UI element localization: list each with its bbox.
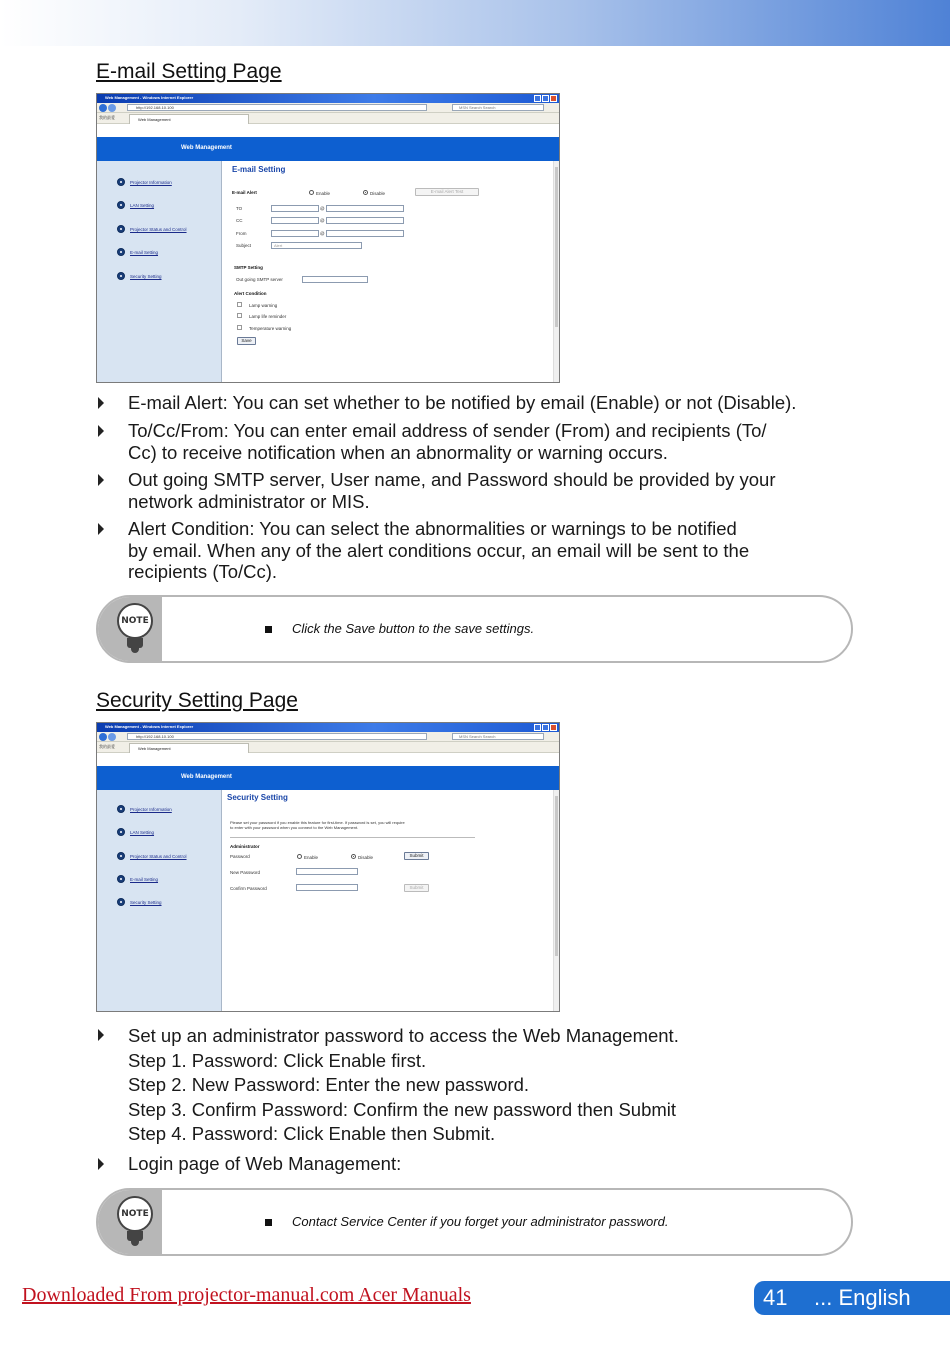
maximize-icon [542, 724, 549, 731]
header-title: Web Management [181, 145, 232, 151]
security-page-title: Security Setting [227, 793, 288, 802]
maximize-icon [542, 95, 549, 102]
to-domain-field [326, 205, 404, 212]
cc-domain-field [326, 217, 404, 224]
security-intro-line-1: Please set your password if you enable this feature for first-time. If password is set, you will require [230, 820, 405, 825]
scrollbar [553, 790, 559, 1011]
window-title: Web Management - Windows Internet Explorer [105, 724, 194, 729]
security-section-title: Security Setting Page [96, 689, 298, 712]
address-field: http://192.168.10.100 [127, 733, 427, 740]
smtp-server-field [302, 276, 368, 283]
close-icon [550, 724, 557, 731]
email-page-title: E-mail Setting [232, 165, 286, 174]
browser-tab: Web Management [129, 743, 249, 753]
search-field: MSN Search Search [452, 733, 544, 740]
lamp-warning-checkbox [237, 302, 242, 307]
email-screenshot [96, 93, 560, 383]
web-sidebar [97, 790, 222, 1011]
search-field: MSN Search Search [452, 104, 544, 111]
sidebar-item-email-setting: E-mail Setting [117, 874, 158, 884]
page-number-tab [754, 1281, 950, 1315]
nav-bullet-icon [117, 805, 125, 813]
disable-radio [363, 190, 368, 195]
minimize-icon [534, 724, 541, 731]
sidebar-item-projector-status: Projector Status and Control [117, 224, 187, 234]
download-source-link[interactable]: Downloaded From projector-manual.com Acer Manuals [22, 1284, 471, 1306]
nav-bullet-icon [117, 178, 125, 186]
ie-title-bar [97, 723, 559, 732]
security-note-text: Contact Service Center if you forget your administrator password. [292, 1214, 669, 1229]
sidebar-item-security-setting: Security Setting [117, 897, 162, 907]
sidebar-item-lan-setting: LAN Setting [117, 200, 154, 210]
smtp-heading: SMTP Setting [234, 265, 263, 270]
enable-radio [309, 190, 314, 195]
enable-label: Enable [316, 191, 331, 196]
bullet-arrow-icon [98, 1029, 104, 1041]
security-form [223, 790, 553, 1011]
nav-bullet-icon [117, 248, 125, 256]
alert-condition-heading: Alert Condition [234, 291, 267, 296]
from-user-field [271, 230, 319, 237]
language-label: ... English [814, 1285, 911, 1310]
confirm-submit-button: Submit [404, 884, 429, 892]
back-icon [99, 104, 107, 112]
page-number: 41 [763, 1285, 788, 1310]
from-at-sign: @ [320, 231, 325, 236]
web-sidebar [97, 161, 222, 382]
bullet-arrow-icon [98, 523, 104, 535]
sidebar-item-lan-setting: LAN Setting [117, 827, 154, 837]
bullet-arrow-icon [98, 1158, 104, 1170]
web-management-header [97, 137, 559, 161]
nav-bullet-icon [117, 225, 125, 233]
from-label: From [236, 231, 247, 236]
note-bulb-icon: NOTE [117, 603, 153, 639]
email-form [223, 161, 553, 382]
to-label: TO [236, 206, 243, 211]
note-bulb-icon: NOTE [117, 1196, 153, 1232]
security-intro-line-2: to enter with your password when you connect to the Web Management. [230, 825, 359, 830]
disable-label: Disable [358, 855, 374, 860]
nav-bullet-icon [117, 898, 125, 906]
lamp-life-label: Lamp life reminder [249, 314, 287, 319]
web-management-header [97, 766, 559, 790]
security-note-box [96, 1188, 853, 1256]
nav-bullet-icon [117, 852, 125, 860]
subject-label: Subject [236, 243, 252, 248]
forward-icon [108, 104, 116, 112]
note-square-bullet-icon [265, 626, 272, 633]
close-icon [550, 95, 557, 102]
cc-user-field [271, 217, 319, 224]
disable-label: Disable [370, 191, 386, 196]
email-alert-label: E-mail Alert [232, 190, 257, 195]
administrator-heading: Administrator [230, 844, 260, 849]
window-title: Web Management - Windows Internet Explorer [105, 95, 194, 100]
to-at-sign: @ [320, 206, 325, 211]
cc-at-sign: @ [320, 218, 325, 223]
favorites-label: 我的最愛 [99, 115, 115, 120]
address-field: http://192.168.10.100 [127, 104, 427, 111]
bullet-arrow-icon [98, 425, 104, 437]
password-submit-button: Submit [404, 852, 429, 860]
new-password-label: New Password [230, 870, 261, 875]
lamp-life-checkbox [237, 313, 242, 318]
enable-radio [297, 854, 302, 859]
divider [230, 837, 475, 838]
sidebar-item-email-setting: E-mail Setting [117, 247, 158, 257]
nav-bullet-icon [117, 201, 125, 209]
to-user-field [271, 205, 319, 212]
ie-address-bar [97, 732, 559, 742]
save-button: Save [237, 337, 256, 345]
new-password-field [296, 868, 358, 875]
confirm-password-field [296, 884, 358, 891]
ie-address-bar [97, 103, 559, 113]
ie-tab-bar [97, 113, 559, 124]
from-domain-field [326, 230, 404, 237]
ie-tab-bar [97, 742, 559, 753]
security-screenshot [96, 722, 560, 1012]
lamp-warning-label: Lamp warning [249, 303, 278, 308]
nav-bullet-icon [117, 272, 125, 280]
nav-bullet-icon [117, 875, 125, 883]
smtp-label: Out going SMTP server [236, 277, 283, 282]
web-management-body [97, 161, 559, 382]
subject-field: Alert [271, 242, 362, 249]
password-label: Password [230, 854, 250, 859]
email-note-text: Click the Save button to the save settings. [292, 621, 535, 636]
forward-icon [108, 733, 116, 741]
note-square-bullet-icon [265, 1219, 272, 1226]
scrollbar [553, 161, 559, 382]
top-banner [0, 0, 950, 46]
email-note-box [96, 595, 853, 663]
header-title: Web Management [181, 774, 232, 780]
email-section-title: E-mail Setting Page [96, 60, 282, 83]
confirm-password-label: Confirm Password [230, 886, 267, 891]
ie-title-bar [97, 94, 559, 103]
temperature-warning-label: Temperature warning [249, 326, 292, 331]
minimize-icon [534, 95, 541, 102]
bullet-arrow-icon [98, 397, 104, 409]
sidebar-item-security-setting: Security Setting [117, 271, 162, 281]
back-icon [99, 733, 107, 741]
sidebar-item-projector-information: Projector Information [117, 804, 172, 814]
temperature-warning-checkbox [237, 325, 242, 330]
sidebar-item-projector-information: Projector Information [117, 177, 172, 187]
favorites-label: 我的最愛 [99, 744, 115, 749]
sidebar-item-projector-status: Projector Status and Control [117, 851, 187, 861]
web-management-body [97, 790, 559, 1011]
browser-tab: Web Management [129, 114, 249, 124]
bullet-arrow-icon [98, 474, 104, 486]
enable-label: Enable [304, 855, 319, 860]
email-alert-test-button: E-mail Alert Test [415, 188, 479, 196]
nav-bullet-icon [117, 828, 125, 836]
cc-label: CC [236, 218, 243, 223]
disable-radio [351, 854, 356, 859]
